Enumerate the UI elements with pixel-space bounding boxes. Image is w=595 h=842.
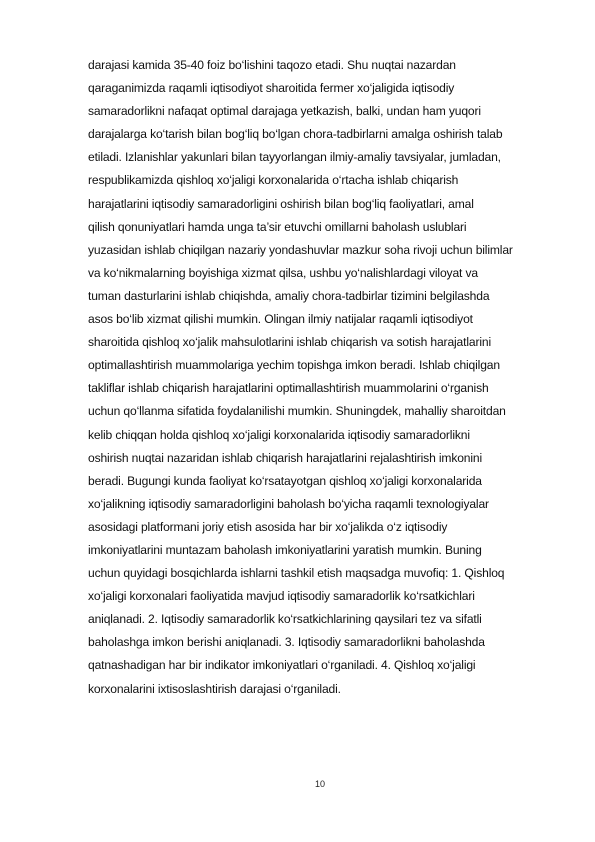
text-line: harajatlarini iqtisodiy samaradorligini oshirish bilan bog‘liq faoliyatlari, amal (88, 196, 474, 211)
text-line: qilish qonuniyatlari hamda unga ta’sir etuvchi omillarni baholash uslublari (88, 219, 467, 234)
text-line: darajalarga ko‘tarish bilan bog‘liq bo‘lgan chora-tadbirlarni amalga oshirish talab (88, 127, 503, 142)
text-line: uchun quyidagi bosqichlarda ishlarni tashkil etish maqsadga muvofiq: 1. Qishloq (88, 566, 505, 581)
text-line: optimallashtirish muammolariga yechim topishga imkon beradi. Ishlab chiqilgan (88, 358, 500, 373)
text-line: sharoitida qishloq xo‘jalik mahsulotlarini ishlab chiqarish va sotish harajatlarini (88, 335, 491, 350)
text-line: oshirish nuqtai nazaridan ishlab chiqarish harajatlarini rejalashtirish imkonini (88, 450, 483, 465)
text-line: yuzasidan ishlab chiqilgan nazariy yondashuvlar mazkur soha rivoji uchun bilimlar (88, 242, 513, 257)
text-line: va ko‘nikmalarning boyishiga xizmat qilsa, ushbu yo‘nalishlardagi viloyat va (88, 265, 478, 280)
text-line: xo‘jaligi korxonalari faoliyatida mavjud iqtisodiy samaradorlik ko‘rsatkichlari (88, 589, 475, 604)
text-line: qatnashadigan har bir indikator imkoniyatlari o‘rganiladi. 4. Qishloq xo‘jaligi (88, 658, 476, 673)
text-line: beradi. Bugungi kunda faoliyat ko‘rsatayotgan qishloq xo‘jaligi korxonalarida (88, 473, 482, 488)
text-line: samaradorlikni nafaqat optimal darajaga yetkazish, balki, undan ham yuqori (88, 104, 481, 119)
text-line: baholashga imkon berishi aniqlanadi. 3. Iqtisodiy samaradorlikni baholashda (88, 635, 485, 650)
text-line: respublikamizda qishloq xo‘jaligi korxonalarida o‘rtacha ishlab chiqarish (88, 173, 459, 188)
body-text (88, 54, 558, 701)
text-line: asos bo‘lib xizmat qilishi mumkin. Olingan ilmiy natijalar raqamli iqtisodiyot (88, 312, 473, 327)
text-line: takliflar ishlab chiqarish harajatlarini optimallashtirish muammolarini o‘rganish (88, 381, 489, 396)
text-line: xo‘jalikning iqtisodiy samaradorligini baholash bo‘yicha raqamli texnologiyalar (88, 496, 489, 511)
text-line: korxonalarini ixtisoslashtirish darajasi o‘rganiladi. (88, 681, 341, 696)
text-line: uchun qo‘llanma sifatida foydalanilishi mumkin. Shuningdek, mahalliy sharoitdan (88, 404, 506, 419)
text-line: kelib chiqqan holda qishloq xo‘jaligi korxonalarida iqtisodiy samaradorlikni (88, 427, 470, 442)
text-line: aniqlanadi. 2. Iqtisodiy samaradorlik ko‘rsatkichlarining qaysilari tez va sifatli (88, 612, 482, 627)
text-line: imkoniyatlarini muntazam baholash imkoniyatlarini yaratish mumkin. Buning (88, 542, 482, 557)
page-number: 10 (314, 779, 325, 789)
text-line: asosidagi platformani joriy etish asosida har bir xo‘jalikda o‘z iqtisodiy (88, 519, 448, 534)
text-line: tuman dasturlarini ishlab chiqishda, amaliy chora-tadbirlar tizimini belgilashda (88, 288, 490, 303)
text-line: qaraganimizda raqamli iqtisodiyot sharoitida fermer xo‘jaligida iqtisodiy (88, 81, 455, 96)
text-line: darajasi kamida 35-40 foiz bo‘lishini taqozo etadi. Shu nuqtai nazardan (88, 58, 456, 72)
text-line: etiladi. Izlanishlar yakunlari bilan tayyorlangan ilmiy-amaliy tavsiyalar, jumladan, (88, 150, 501, 165)
